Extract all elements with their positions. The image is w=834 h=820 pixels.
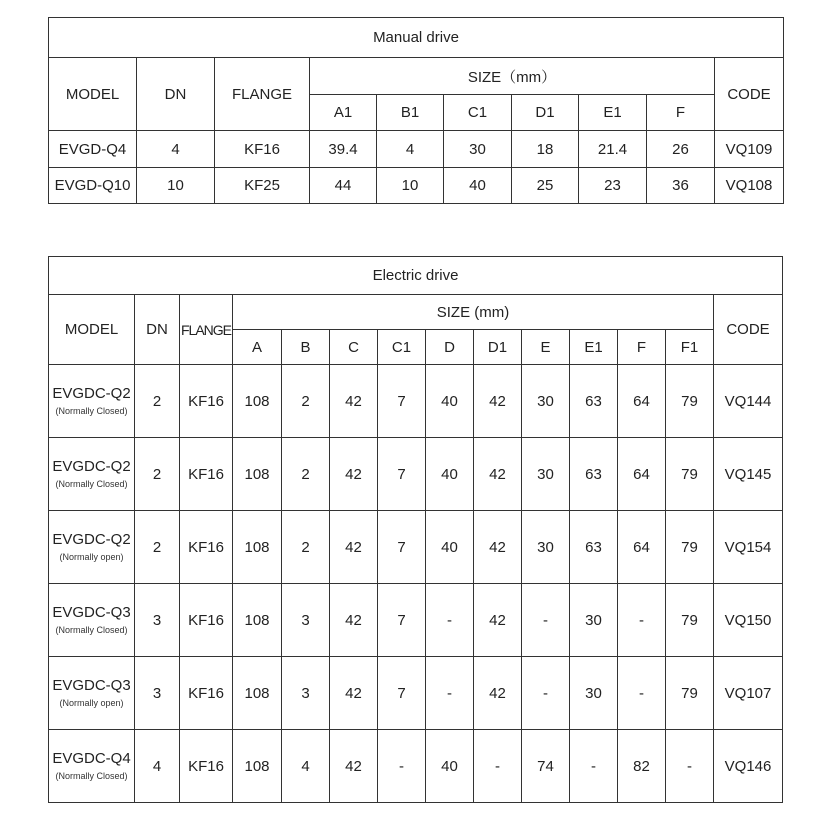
size-cell: 42 (474, 365, 522, 438)
model-note: (Normally Closed) (55, 479, 128, 490)
size-cell: 40 (426, 511, 474, 584)
code-cell: VQ146 (714, 730, 783, 803)
model-note: (Normally Closed) (55, 625, 128, 636)
size-cell: 40 (426, 730, 474, 803)
size-cell: 2 (282, 438, 330, 511)
size-cell: 2 (282, 365, 330, 438)
electric-header-model: MODEL (49, 295, 135, 365)
size-cell: 79 (666, 365, 714, 438)
flange-cell: KF16 (180, 365, 233, 438)
size-cell: 79 (666, 438, 714, 511)
dn-cell: 3 (135, 584, 180, 657)
size-cell: 42 (474, 584, 522, 657)
size-cell: 30 (522, 365, 570, 438)
dn-cell: 2 (135, 511, 180, 584)
size-cell: 30 (570, 657, 618, 730)
dn-cell: 2 (135, 365, 180, 438)
code-cell: VQ154 (714, 511, 783, 584)
electric-subheader-e1: E1 (570, 330, 618, 365)
electric-table-title: Electric drive (49, 257, 783, 295)
size-cell: - (522, 584, 570, 657)
model-cell: EVGD-Q4 (49, 131, 137, 168)
model-cell (49, 730, 135, 803)
size-cell: 25 (512, 168, 579, 204)
size-cell: 36 (647, 168, 715, 204)
electric-subheader-f1: F1 (666, 330, 714, 365)
size-cell: 108 (233, 511, 282, 584)
size-cell: 42 (330, 730, 378, 803)
manual-header-code: CODE (715, 58, 784, 131)
code-cell: VQ108 (715, 168, 784, 204)
size-cell: 74 (522, 730, 570, 803)
size-cell: 39.4 (310, 131, 377, 168)
size-cell: 63 (570, 365, 618, 438)
model-name: EVGDC-Q4 (52, 750, 131, 768)
manual-subheader-d1: D1 (512, 95, 579, 131)
table-row (49, 131, 784, 168)
manual-table-title: Manual drive (49, 18, 784, 58)
dn-cell: 3 (135, 657, 180, 730)
code-cell: VQ109 (715, 131, 784, 168)
size-cell: 63 (570, 511, 618, 584)
size-cell: 4 (282, 730, 330, 803)
model-cell (49, 438, 135, 511)
size-cell: 42 (474, 511, 522, 584)
size-cell: 7 (378, 657, 426, 730)
model-cell: EVGD-Q10 (49, 168, 137, 204)
size-cell: 7 (378, 365, 426, 438)
electric-subheader-d: D (426, 330, 474, 365)
size-cell: 79 (666, 511, 714, 584)
electric-header-flange: FLANGE (180, 295, 233, 365)
manual-subheader-c1: C1 (444, 95, 512, 131)
model-name: EVGDC-Q3 (52, 604, 131, 622)
manual-subheader-e1: E1 (579, 95, 647, 131)
size-cell: 2 (282, 511, 330, 584)
model-note: (Normally open) (59, 552, 124, 563)
manual-subheader-b1: B1 (377, 95, 444, 131)
size-cell: 82 (618, 730, 666, 803)
size-cell: 42 (330, 438, 378, 511)
table-row (49, 168, 784, 204)
size-cell: - (570, 730, 618, 803)
table-row (49, 438, 783, 511)
flange-cell: KF16 (180, 584, 233, 657)
dn-cell: 4 (137, 131, 215, 168)
electric-subheader-c1: C1 (378, 330, 426, 365)
model-note: (Normally Closed) (55, 406, 128, 417)
electric-subheader-d1: D1 (474, 330, 522, 365)
size-cell: 26 (647, 131, 715, 168)
size-cell: 4 (377, 131, 444, 168)
size-cell: 42 (474, 438, 522, 511)
size-cell: 30 (522, 511, 570, 584)
size-cell: 10 (377, 168, 444, 204)
size-cell: - (426, 657, 474, 730)
size-cell: 21.4 (579, 131, 647, 168)
size-cell: 64 (618, 365, 666, 438)
table-row (49, 511, 783, 584)
manual-subheader-a1: A1 (310, 95, 377, 131)
size-cell: - (426, 584, 474, 657)
size-cell: 3 (282, 657, 330, 730)
model-note: (Normally open) (59, 698, 124, 709)
size-cell: 30 (570, 584, 618, 657)
flange-cell: KF16 (180, 511, 233, 584)
size-cell: - (378, 730, 426, 803)
code-cell: VQ150 (714, 584, 783, 657)
size-cell: 79 (666, 584, 714, 657)
model-name: EVGDC-Q3 (52, 677, 131, 695)
flange-cell: KF25 (215, 168, 310, 204)
size-cell: 44 (310, 168, 377, 204)
code-cell: VQ145 (714, 438, 783, 511)
table-row (49, 657, 783, 730)
size-cell: 108 (233, 438, 282, 511)
size-cell: 30 (444, 131, 512, 168)
size-cell: 40 (426, 365, 474, 438)
electric-subheader-c: C (330, 330, 378, 365)
dn-cell: 4 (135, 730, 180, 803)
size-cell: 42 (474, 657, 522, 730)
model-cell (49, 584, 135, 657)
size-cell: 63 (570, 438, 618, 511)
size-cell: - (522, 657, 570, 730)
table-row (49, 730, 783, 803)
electric-drive-table (48, 256, 783, 803)
size-cell: 30 (522, 438, 570, 511)
model-note: (Normally Closed) (55, 771, 128, 782)
size-cell: - (666, 730, 714, 803)
manual-drive-table (48, 17, 784, 204)
size-cell: 40 (426, 438, 474, 511)
size-cell: 7 (378, 438, 426, 511)
dn-cell: 2 (135, 438, 180, 511)
size-cell: 108 (233, 657, 282, 730)
model-name: EVGDC-Q2 (52, 531, 131, 549)
model-name: EVGDC-Q2 (52, 385, 131, 403)
size-cell: 79 (666, 657, 714, 730)
electric-subheader-b: B (282, 330, 330, 365)
size-cell: 42 (330, 511, 378, 584)
code-cell: VQ144 (714, 365, 783, 438)
size-cell: 108 (233, 730, 282, 803)
size-cell: 42 (330, 584, 378, 657)
size-cell: 42 (330, 365, 378, 438)
dn-cell: 10 (137, 168, 215, 204)
size-cell: 3 (282, 584, 330, 657)
electric-subheader-e: E (522, 330, 570, 365)
size-cell: 108 (233, 365, 282, 438)
flange-cell: KF16 (215, 131, 310, 168)
model-name: EVGDC-Q2 (52, 458, 131, 476)
model-cell (49, 365, 135, 438)
electric-header-dn: DN (135, 295, 180, 365)
size-cell: 108 (233, 584, 282, 657)
code-cell: VQ107 (714, 657, 783, 730)
table-row (49, 365, 783, 438)
electric-header-code: CODE (714, 295, 783, 365)
manual-subheader-f: F (647, 95, 715, 131)
size-cell: 7 (378, 584, 426, 657)
flange-cell: KF16 (180, 730, 233, 803)
model-cell (49, 657, 135, 730)
flange-cell: KF16 (180, 657, 233, 730)
flange-cell: KF16 (180, 438, 233, 511)
size-cell: 7 (378, 511, 426, 584)
size-cell: 18 (512, 131, 579, 168)
manual-header-size: SIZE（mm） (310, 58, 715, 95)
model-cell (49, 511, 135, 584)
electric-header-size: SIZE (mm) (233, 295, 714, 330)
size-cell: 42 (330, 657, 378, 730)
manual-header-dn: DN (137, 58, 215, 131)
size-cell: 64 (618, 511, 666, 584)
size-cell: 40 (444, 168, 512, 204)
size-cell: 23 (579, 168, 647, 204)
table-row (49, 584, 783, 657)
size-cell: 64 (618, 438, 666, 511)
manual-header-flange: FLANGE (215, 58, 310, 131)
size-cell: - (618, 657, 666, 730)
electric-subheader-f: F (618, 330, 666, 365)
size-cell: - (618, 584, 666, 657)
electric-subheader-a: A (233, 330, 282, 365)
size-cell: - (474, 730, 522, 803)
manual-header-model: MODEL (49, 58, 137, 131)
